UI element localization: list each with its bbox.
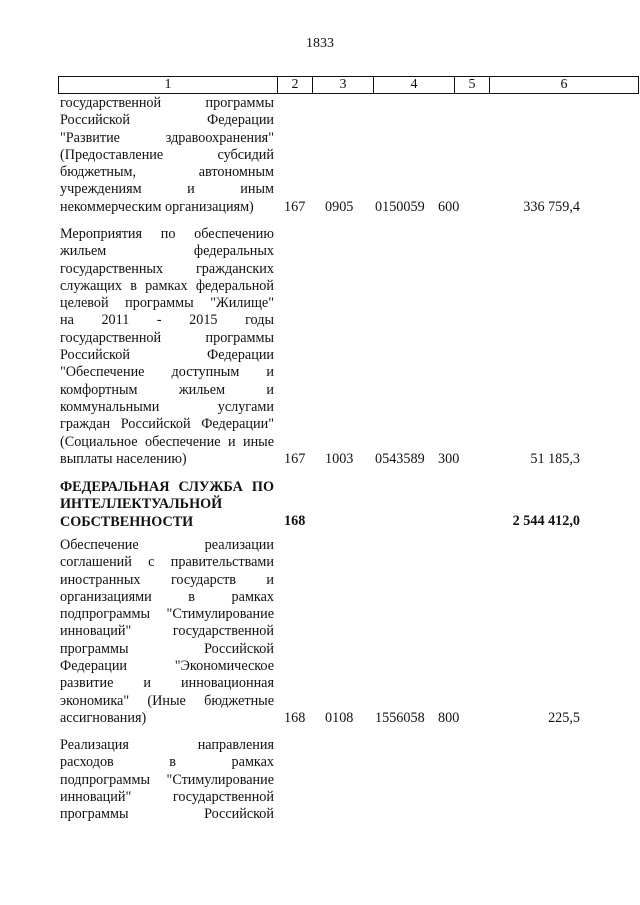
description-line: "Развитие здравоохранения" [60, 129, 274, 146]
description-line: (Предоставление субсидий [60, 146, 274, 163]
description-line: служащих в рамках федеральной [60, 277, 274, 294]
section-code: 1003 [325, 451, 354, 467]
row-description [60, 226, 274, 468]
description-line: расходов в рамках [60, 754, 274, 771]
description-line: инноваций" государственной [60, 623, 274, 640]
page-number: 1833 [306, 36, 334, 51]
description-line: инноваций" государственной [60, 788, 274, 805]
description-line: программы Российской [60, 640, 274, 657]
row-description [60, 737, 274, 823]
description-line: государственной программы [60, 329, 274, 346]
target-code: 0543589 [375, 451, 425, 467]
description-line: Реализация направления [60, 737, 274, 753]
description-line: подпрограммы "Стимулирование [60, 606, 274, 623]
description-line: Обеспечение реализации [60, 537, 274, 553]
description-line: комфортным жильем и [60, 381, 274, 398]
description-line: Федерации "Экономическое [60, 658, 274, 675]
description-line: ФЕДЕРАЛЬНАЯ СЛУЖБА ПО [60, 479, 274, 495]
expense-type-code: 800 [438, 710, 460, 726]
description-line: коммунальными услугами [60, 398, 274, 415]
description-line: некоммерческим организациям) [60, 198, 254, 215]
ministry-code: 168 [284, 513, 306, 529]
column-header-2: 2 [278, 77, 313, 94]
description-line: на 2011 - 2015 годы [60, 312, 274, 329]
expense-type-code: 600 [438, 199, 460, 215]
row-description [60, 95, 274, 216]
description-line: соглашений с правительствами [60, 554, 274, 571]
ministry-code: 168 [284, 710, 306, 726]
description-line: Российской Федерации [60, 112, 274, 129]
column-header-4: 4 [374, 77, 455, 94]
target-code: 1556058 [375, 710, 425, 726]
description-line: программы Российской [60, 806, 274, 823]
ministry-code: 167 [284, 199, 306, 215]
column-header-row [59, 77, 639, 94]
description-line: развитие и инновационная [60, 675, 274, 692]
column-header-1: 1 [59, 77, 278, 94]
row-description [60, 479, 274, 531]
description-line: ИНТЕЛЛЕКТУАЛЬНОЙ [60, 496, 223, 513]
ministry-code: 167 [284, 451, 306, 467]
description-line: государственных гражданских [60, 260, 274, 277]
description-line: бюджетным, автономным [60, 164, 274, 181]
description-line: государственной программы [60, 95, 274, 111]
column-header-5: 5 [455, 77, 490, 94]
target-code: 0150059 [375, 199, 425, 215]
description-line: экономика" (Иные бюджетные [60, 692, 274, 709]
description-line: Российской Федерации [60, 347, 274, 364]
amount-value: 51 185,3 [530, 451, 580, 467]
description-line: "Обеспечение доступным и [60, 364, 274, 381]
column-header-3: 3 [313, 77, 374, 94]
section-code: 0108 [325, 710, 354, 726]
amount-value: 336 759,4 [523, 199, 580, 215]
description-line: целевой программы "Жилище" [60, 295, 274, 312]
description-line: Мероприятия по обеспечению [60, 226, 274, 242]
column-header-6: 6 [490, 77, 639, 94]
description-line: ассигнования) [60, 709, 147, 726]
description-line: учреждениям и иным [60, 181, 274, 198]
row-description [60, 537, 274, 727]
description-line: выплаты населению) [60, 450, 187, 467]
description-line: жильем федеральных [60, 243, 274, 260]
description-line: организациями в рамках [60, 588, 274, 605]
column-header-table [58, 76, 639, 94]
section-code: 0905 [325, 199, 354, 215]
amount-value: 2 544 412,0 [512, 513, 580, 529]
description-line: (Социальное обеспечение и иные [60, 433, 274, 450]
expense-type-code: 300 [438, 451, 460, 467]
description-line: иностранных государств и [60, 571, 274, 588]
description-line: подпрограммы "Стимулирование [60, 771, 274, 788]
description-line: СОБСТВЕННОСТИ [60, 513, 194, 530]
description-line: граждан Российской Федерации" [60, 416, 274, 433]
amount-value: 225,5 [548, 710, 580, 726]
